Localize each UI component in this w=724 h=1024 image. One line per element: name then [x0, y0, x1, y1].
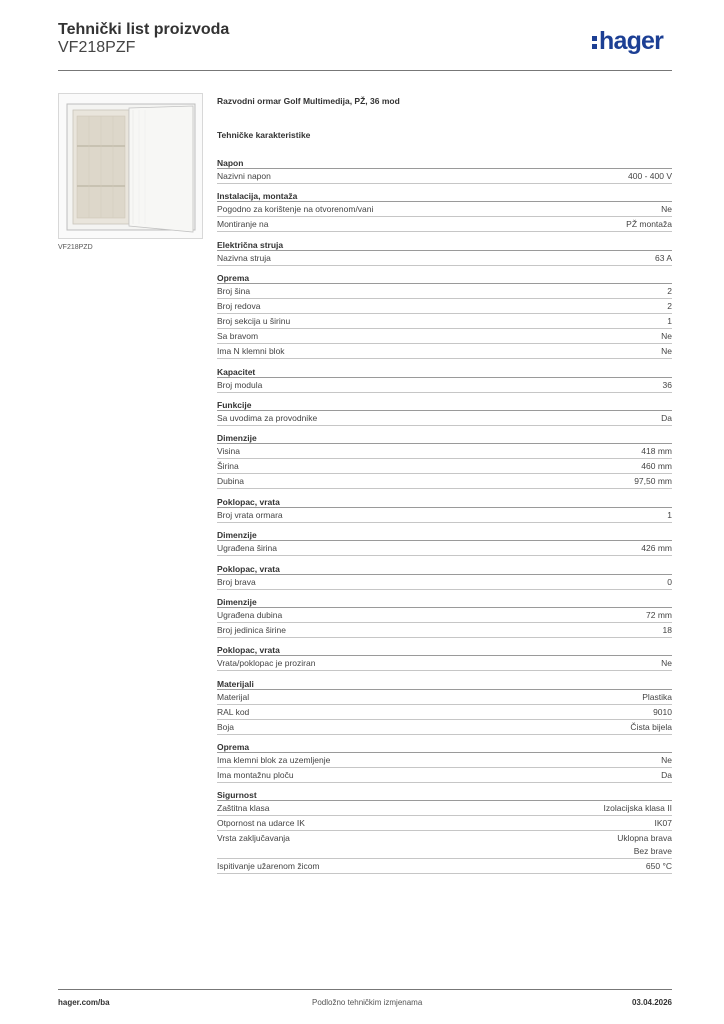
spec-value-line: Uklopna brava	[617, 833, 672, 844]
spec-label: Broj jedinica širine	[217, 624, 286, 635]
footer-website: hager.com/ba	[58, 998, 110, 1007]
image-caption: VF218PZD	[58, 244, 93, 251]
spec-row	[217, 284, 672, 299]
spec-value-line: 9010	[653, 706, 672, 717]
spec-value-line: Čista bijela	[630, 721, 672, 732]
spec-value-line: 36	[662, 379, 672, 390]
spec-value	[626, 218, 672, 231]
spec-value-line: IK07	[654, 818, 672, 829]
spec-value	[667, 315, 672, 328]
spec-label: Vrsta zaključavanja	[217, 833, 290, 844]
spec-section	[217, 272, 672, 359]
spec-value-line: Ne	[661, 331, 672, 342]
spec-value	[667, 576, 672, 589]
spec-value	[661, 657, 672, 670]
spec-row	[217, 753, 672, 768]
spec-section	[217, 741, 672, 783]
spec-value-line: Ne	[661, 204, 672, 215]
section-title: Električna struja	[217, 239, 672, 251]
spec-label: Ispitivanje užarenom žicom	[217, 861, 320, 872]
spec-value-line: 650 °C	[645, 861, 672, 872]
spec-section	[217, 496, 672, 523]
section-title: Poklopac, vrata	[217, 563, 672, 575]
spec-label: Broj brava	[217, 576, 256, 587]
spec-label: Ima montažnu ploču	[217, 770, 294, 781]
spec-value-line: 400 - 400 V	[628, 171, 672, 181]
spec-label: Ugrađena širina	[217, 543, 278, 554]
spec-value	[641, 460, 672, 473]
spec-value	[630, 721, 672, 734]
spec-row	[217, 299, 672, 314]
spec-label: Vrata/poklopac je proziran	[217, 658, 316, 669]
spec-value-line: Bez brave	[633, 846, 672, 857]
spec-row	[217, 444, 672, 459]
spec-value	[653, 706, 672, 719]
spec-row	[217, 705, 672, 720]
spec-value-line: 426 mm	[641, 543, 672, 554]
spec-value	[634, 475, 672, 488]
spec-row	[217, 768, 672, 783]
spec-value-line: 97,50 mm	[634, 476, 672, 487]
spec-value-line: 2	[667, 286, 672, 297]
specifications-table	[217, 157, 672, 881]
spec-label: Montiranje na	[217, 219, 269, 230]
spec-value-line: 63 A	[654, 252, 672, 263]
spec-label: Nazivna struja	[217, 252, 271, 263]
spec-row	[217, 608, 672, 623]
spec-section	[217, 157, 672, 184]
section-title: Funkcije	[217, 399, 672, 411]
spec-section	[217, 563, 672, 590]
section-title: Kapacitet	[217, 366, 672, 378]
spec-value-line: Ne	[661, 755, 672, 766]
spec-value	[646, 609, 672, 622]
spec-label: Nazivni napon	[217, 171, 271, 181]
spec-label: Visina	[217, 446, 240, 457]
spec-value	[661, 345, 672, 358]
spec-row	[217, 202, 672, 217]
section-title: Instalacija, montaža	[217, 190, 672, 202]
spec-row	[217, 801, 672, 816]
spec-row	[217, 344, 672, 359]
spec-section	[217, 399, 672, 426]
spec-value-line: Plastika	[642, 691, 672, 702]
spec-value-line: 18	[662, 624, 672, 635]
spec-row	[217, 217, 672, 232]
spec-label: Broj modula	[217, 379, 263, 390]
spec-row	[217, 623, 672, 638]
section-title: Materijali	[217, 678, 672, 690]
spec-label: Dubina	[217, 476, 244, 487]
spec-value-line: PŽ montaža	[626, 219, 672, 230]
spec-label: Materijal	[217, 691, 250, 702]
spec-value	[661, 754, 672, 767]
spec-section	[217, 789, 672, 874]
spec-row	[217, 169, 672, 184]
spec-value	[617, 832, 672, 858]
spec-label: Broj sekcija u širinu	[217, 316, 291, 327]
spec-row	[217, 459, 672, 474]
product-code: VF218PZF	[58, 39, 136, 56]
spec-label: Ima N klemni blok	[217, 346, 285, 357]
spec-row	[217, 656, 672, 671]
spec-value	[667, 285, 672, 298]
section-title: Dimenzije	[217, 596, 672, 608]
spec-row	[217, 690, 672, 705]
section-title: Dimenzije	[217, 529, 672, 541]
spec-row	[217, 575, 672, 590]
spec-row	[217, 251, 672, 266]
spec-section	[217, 432, 672, 489]
spec-label: Boja	[217, 721, 235, 732]
section-title: Poklopac, vrata	[217, 496, 672, 508]
spec-row	[217, 859, 672, 874]
spec-value	[641, 542, 672, 555]
footer-note: Podložno tehničkim izmjenama	[312, 998, 423, 1007]
spec-value	[661, 203, 672, 216]
spec-row	[217, 720, 672, 735]
spec-row	[217, 378, 672, 393]
footer-divider	[58, 989, 672, 990]
spec-row	[217, 314, 672, 329]
tech-characteristics-heading: Tehničke karakteristike	[217, 130, 311, 140]
spec-section	[217, 596, 672, 638]
spec-row	[217, 329, 672, 344]
spec-section	[217, 529, 672, 556]
product-image	[58, 93, 203, 239]
spec-label: Ugrađena dubina	[217, 609, 283, 620]
section-title: Napon	[217, 157, 672, 169]
spec-label: Ima klemni blok za uzemljenje	[217, 755, 331, 766]
spec-value	[663, 379, 672, 392]
document-title: Tehnički list proizvoda	[58, 21, 230, 38]
spec-value-line: 72 mm	[646, 609, 672, 620]
spec-value-line: 1	[667, 509, 672, 520]
section-title: Sigurnost	[217, 789, 672, 801]
distribution-cabinet-icon	[59, 94, 202, 238]
spec-value	[642, 691, 672, 704]
spec-value	[604, 802, 673, 815]
spec-value-line: Ne	[661, 346, 672, 357]
section-title: Oprema	[217, 741, 672, 753]
spec-value	[655, 252, 672, 265]
spec-value-line: 1	[667, 316, 672, 327]
spec-row	[217, 508, 672, 523]
spec-value	[661, 412, 672, 425]
spec-value	[655, 817, 673, 830]
spec-value	[661, 769, 672, 782]
spec-row	[217, 541, 672, 556]
spec-value-line: Da	[661, 770, 672, 781]
spec-row	[217, 831, 672, 859]
spec-label: Broj redova	[217, 301, 261, 312]
spec-label: Zaštitna klasa	[217, 803, 270, 814]
section-title: Oprema	[217, 272, 672, 284]
hager-logo	[592, 27, 663, 55]
footer-date: 03.04.2026	[631, 998, 672, 1007]
spec-label: Broj šina	[217, 286, 251, 297]
logo-text: hager	[599, 27, 664, 55]
spec-value	[646, 860, 672, 873]
spec-row	[217, 816, 672, 831]
spec-value	[661, 330, 672, 343]
spec-value-line: 460 mm	[641, 461, 672, 472]
spec-value-line: 0	[667, 576, 672, 587]
spec-section	[217, 239, 672, 266]
spec-value-line: 2	[667, 301, 672, 312]
section-title: Dimenzije	[217, 432, 672, 444]
spec-value	[667, 509, 672, 522]
spec-label: Pogodno za korištenje na otvorenom/vani	[217, 204, 374, 215]
spec-value	[663, 624, 672, 637]
spec-value-line: 418 mm	[641, 446, 672, 457]
spec-section	[217, 366, 672, 393]
spec-section	[217, 190, 672, 232]
spec-value-line: Ne	[661, 658, 672, 669]
spec-value	[628, 170, 672, 183]
spec-section	[217, 678, 672, 735]
spec-label: Broj vrata ormara	[217, 509, 283, 520]
spec-row	[217, 474, 672, 489]
product-name: Razvodni ormar Golf Multimedija, PŽ, 36 mod	[217, 96, 400, 106]
section-title: Poklopac, vrata	[217, 644, 672, 656]
spec-label: Širina	[217, 461, 239, 472]
spec-row	[217, 411, 672, 426]
logo-dots-icon	[592, 33, 597, 49]
spec-label: Sa bravom	[217, 331, 259, 342]
spec-value	[667, 300, 672, 313]
header-divider	[58, 70, 672, 71]
spec-label: RAL kod	[217, 706, 250, 717]
spec-label: Sa uvodima za provodnike	[217, 412, 318, 423]
spec-value-line: Izolacijska klasa II	[603, 803, 672, 814]
spec-value-line: Da	[661, 412, 672, 423]
spec-value	[641, 445, 672, 458]
spec-label: Otpornost na udarce IK	[217, 818, 305, 829]
spec-section	[217, 644, 672, 671]
